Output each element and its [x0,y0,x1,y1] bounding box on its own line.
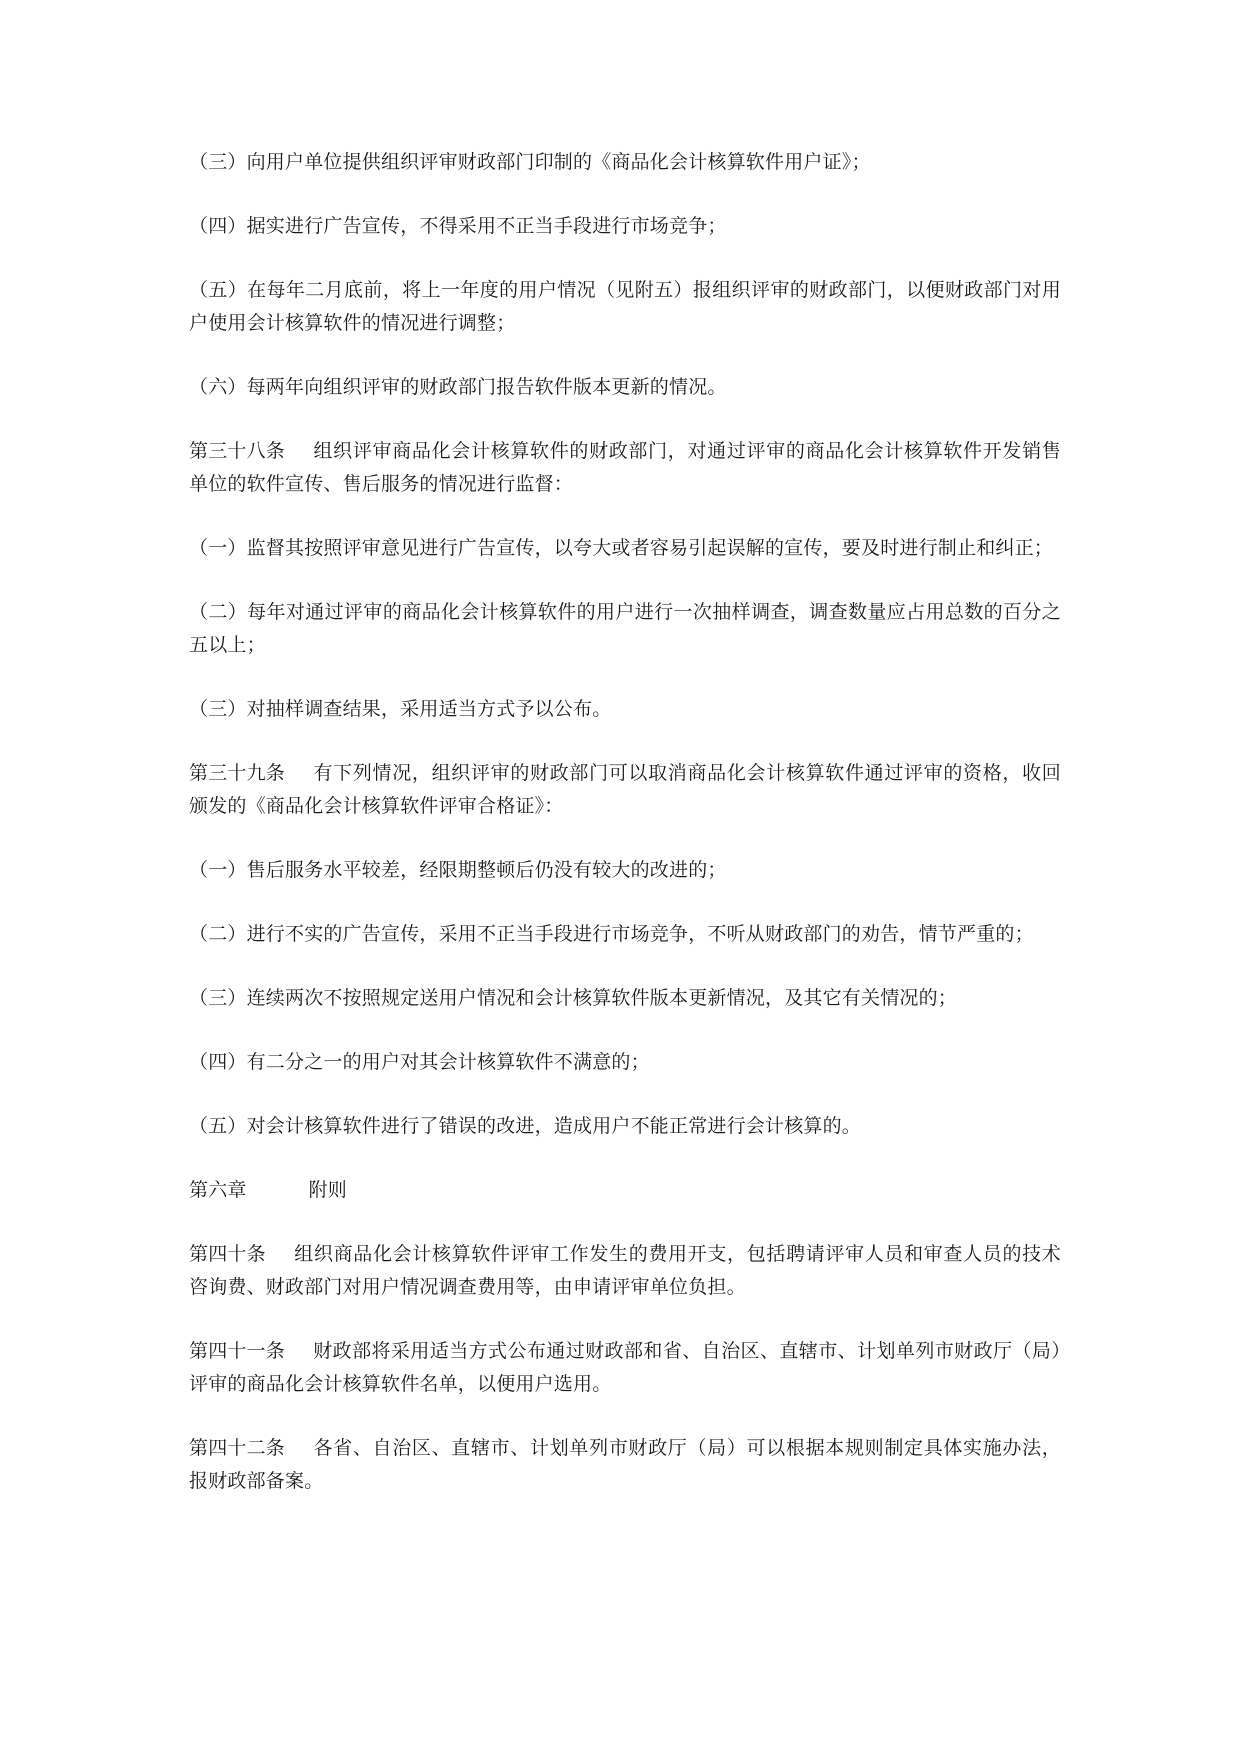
paragraph-text: （二）进行不实的广告宣传，采用不正当手段进行市场竞争，不听从财政部门的劝告，情节严重的； [189,923,1034,945]
paragraph-text: （五）对会计核算软件进行了错误的改进，造成用户不能正常进行会计核算的。 [189,1115,862,1137]
article-paragraph [189,435,1061,501]
paragraph-text: （五）在每年二月底前，将上一年度的用户情况（见附五）报组织评审的财政部门，以便财政部门对用户使用会计核算软件的情况进行调整； [189,279,1061,334]
article-number: 第四十条 [189,1243,266,1265]
article-paragraph [189,1335,1061,1401]
clause-paragraph [189,918,1061,951]
paragraph-text: （四）有二分之一的用户对其会计核算软件不满意的； [189,1051,650,1073]
chapter-heading [189,1174,1061,1207]
article-number: 第四十一条 [189,1340,286,1362]
document-page [189,146,1061,1529]
paragraph-text: （四）据实进行广告宣传，不得采用不正当手段进行市场竞争； [189,215,727,237]
article-number: 第三十九条 [189,762,286,784]
clause-paragraph [189,210,1061,243]
paragraph-text: （三）连续两次不按照规定送用户情况和会计核算软件版本更新情况，及其它有关情况的； [189,987,958,1009]
clause-paragraph [189,1110,1061,1143]
article-paragraph [189,1238,1061,1304]
clause-paragraph [189,1046,1061,1079]
chapter-number: 第六章 [189,1179,247,1201]
article-number: 第四十二条 [189,1437,286,1459]
article-paragraph [189,1432,1061,1498]
chapter-title: 附则 [308,1179,348,1201]
paragraph-text: （三）对抽样调查结果，采用适当方式予以公布。 [189,698,612,720]
paragraph-text: 各省、自治区、直辖市、计划单列市财政厅（局）可以根据本规则制定具体实施办法，报财政部备案。 [189,1437,1061,1492]
article-number: 第三十八条 [189,440,286,462]
clause-paragraph [189,532,1061,565]
paragraph-text: 组织商品化会计核算软件评审工作发生的费用开支，包括聘请评审人员和审查人员的技术咨询费、财政部门对用户情况调查费用等，由申请评审单位负担。 [189,1243,1061,1298]
clause-paragraph [189,596,1061,662]
paragraph-text: （一）监督其按照评审意见进行广告宣传，以夸大或者容易引起误解的宣传，要及时进行制止和纠正； [189,537,1054,559]
paragraph-text: （三）向用户单位提供组织评审财政部门印制的《商品化会计核算软件用户证》； [189,151,871,173]
paragraph-text: （六）每两年向组织评审的财政部门报告软件版本更新的情况。 [189,376,727,398]
clause-paragraph [189,146,1061,179]
clause-paragraph [189,982,1061,1015]
paragraph-text: 财政部将采用适当方式公布通过财政部和省、自治区、直辖市、计划单列市财政厅（局）评审的商品化会计核算软件名单，以便用户选用。 [189,1340,1061,1395]
paragraph-text: 组织评审商品化会计核算软件的财政部门，对通过评审的商品化会计核算软件开发销售单位的软件宣传、售后服务的情况进行监督： [189,440,1061,495]
clause-paragraph [189,854,1061,887]
clause-paragraph [189,693,1061,726]
clause-paragraph [189,274,1061,340]
paragraph-text: （二）每年对通过评审的商品化会计核算软件的用户进行一次抽样调查，调查数量应占用总数的百分之五以上； [189,601,1061,656]
paragraph-text: （一）售后服务水平较差，经限期整顿后仍没有较大的改进的； [189,859,727,881]
clause-paragraph [189,371,1061,404]
article-paragraph [189,757,1061,823]
paragraph-text: 有下列情况，组织评审的财政部门可以取消商品化会计核算软件通过评审的资格，收回颁发的《商品化会计核算软件评审合格证》： [189,762,1061,817]
